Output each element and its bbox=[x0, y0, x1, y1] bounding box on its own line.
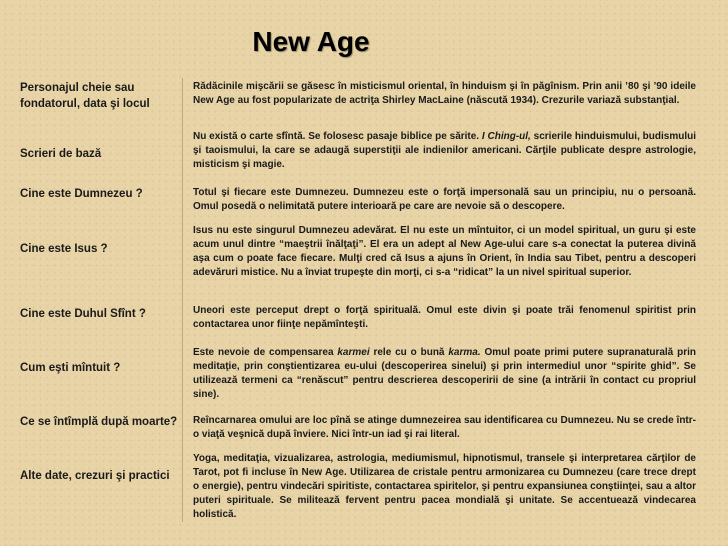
row-label-salvation: Cum eşti mîntuit ? bbox=[20, 362, 121, 374]
page-title: New Age bbox=[252, 26, 370, 57]
row-label-scriptures: Scrieri de bază bbox=[20, 148, 102, 160]
row-answer-salvation: Este nevoie de compensarea karmei rele cu o bună karma. Omul poate primi putere supranaturală prin meditaţie, prin conştientizarea eu-ului (descoperirea sinelui) şi prin intermediul unor “spirite ghid”. Se utilizează termeni ca “renăscut” pentru descrierea descoperirii de sine (a intrării în contact cu propriul sine). bbox=[193, 347, 696, 400]
row-label-other: Alte date, crezuri şi practici bbox=[20, 470, 170, 482]
row-answer-holy-spirit: Uneori este perceput drept o forţă spirituală. Omul este divin şi poate trăi fenomenul spiritist prin contactarea unor fiinţe nepămînteşti. bbox=[193, 305, 696, 330]
row-label-after-death: Ce se întîmplă după moarte? bbox=[20, 416, 178, 428]
row-answer-scriptures: Nu există o carte sfîntă. Se folosesc pasaje biblice pe sărite. I Ching-ul, scrierile hinduismului, budismului şi taoismului, la care se adaugă superstiţii ale indienilor americani. Cărţile publicate despre astrologie, misticism şi magie. bbox=[193, 131, 696, 170]
row-answer-other: Yoga, meditaţia, vizualizarea, astrologia, mediumismul, hipnotismul, transele şi interpretarea cărţilor de Tarot, pot fi incluse în New Age. Utilizarea de cristale pentru armonizarea cu Dumnezeu (care trece drept o energie), pentru vindecări spiritiste, contactarea spiritelor, şi pentru expansiunea conştiinţei, sau a altor puteri spirituale. Se militează fervent pentru pacea mondială şi unitate. Se accentuează vindecarea holistică. bbox=[193, 453, 696, 520]
column-divider bbox=[182, 78, 183, 522]
row-answer-jesus: Isus nu este singurul Dumnezeu adevărat. El nu este un mîntuitor, ci un model spiritual, un guru şi este acum unul dintre “maeştrii înălţaţi”. El era un adept al New Age-ului care s-a conectat la puterea divină aşa cum o poate face fiecare. Mulţi cred că Isus a ajuns în Orient, în India sau Tibet, pentru a descoperi adevăruri mistice. Nu a înviat trupeşte din morţi, ci s-a “ridicat” la un nivel spiritual superior. bbox=[193, 225, 696, 278]
row-label-founder: Personajul cheie sau fondatorul, data şi locul bbox=[20, 82, 150, 110]
row-label-jesus: Cine este Isus ? bbox=[20, 243, 108, 255]
row-label-holy-spirit: Cine este Duhul Sfînt ? bbox=[20, 308, 146, 320]
row-answer-founder: Rădăcinile mişcării se găsesc în misticismul oriental, în hinduism şi în păgînism. Prin anii ’80 şi ’90 ideile New Age au fost popularizate de actriţa Shirley MacLaine (născută 1934). Crezurile variază substanţial. bbox=[193, 81, 696, 106]
row-answer-god: Totul şi fiecare este Dumnezeu. Dumnezeu este o forţă impersonală sau un principiu, nu o persoană. Omul posedă o nelimitată putere interioară pe care are nevoie să o descopere. bbox=[193, 187, 696, 212]
row-label-god: Cine este Dumnezeu ? bbox=[20, 188, 143, 200]
row-answer-after-death: Reîncarnarea omului are loc pînă se atinge dumnezeirea sau identificarea cu Dumnezeu. Nu se crede într-o viaţă veşnică după înviere. Nici într-un iad şi rai literal. bbox=[193, 415, 696, 440]
